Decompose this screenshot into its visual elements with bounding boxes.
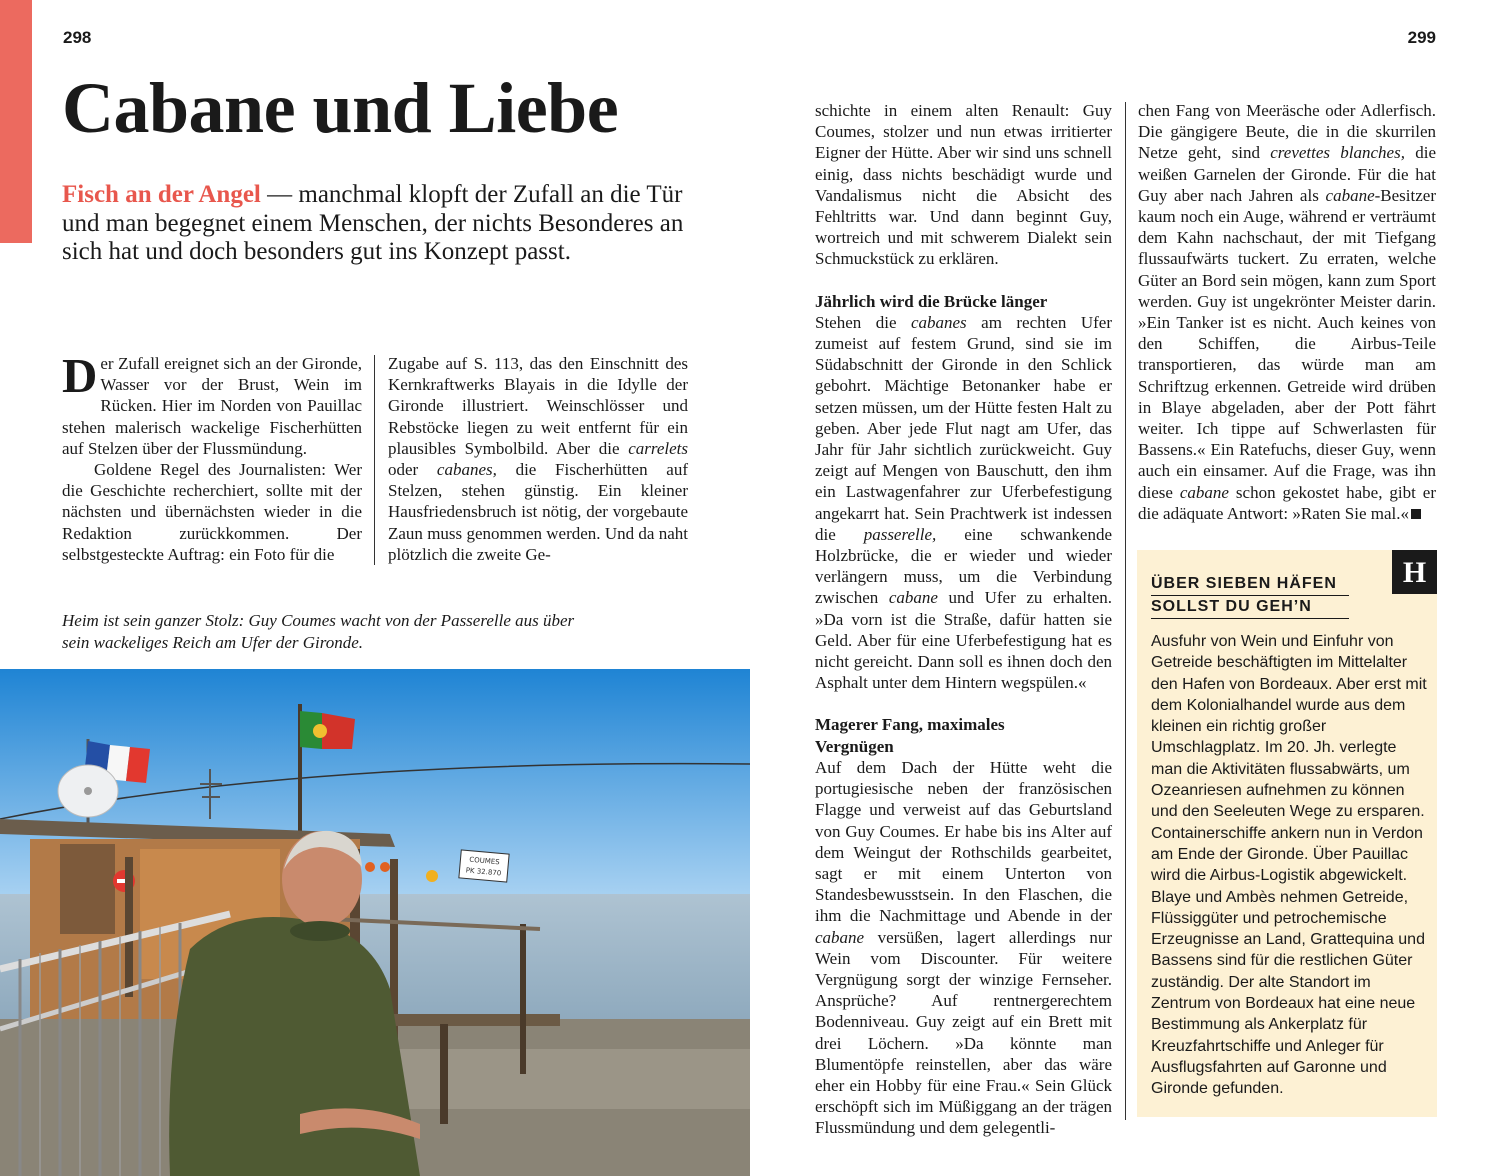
- col3-paragraph-1: schichte in einem alten Renault: Guy Coumes, stolzer und nun etwas irritierter Eigner der Hütte. Aber wir sind uns schnell einig, dass nichts beschädigt wurde und Vandalismus nicht die Absicht des Fehltritts war. Und dann beginnt Guy, wortreich und mit schwerem Dialekt sein Schmuckstück zu erklären.: [815, 101, 1112, 269]
- page-number-left: 298: [63, 28, 92, 47]
- lead-highlight: Fisch an der Angel: [62, 181, 261, 208]
- hut-photo: [0, 669, 750, 1176]
- info-box-badge: H: [1392, 550, 1437, 594]
- subheading-1: Jährlich wird die Brücke länger: [815, 291, 1048, 311]
- info-box-text: Ausfuhr von Wein und Einfuhr von Getreide beschäftigten im Mittelalter den Hafen von Bordeaux. Aber erst mit dem Kolonialhandel wurde aus dem kleinen ein richtig großer Umschlagplatz. Im 20. Jh. verlegte man die Aktivitäten flussabwärts, um Ozeanriesen aufnehmen zu können und den Seeleuten Wege zu ersparen. Containerschiffe ankern nun in Verdon am Ende der Gironde. Über Pauillac wird die Airbus-Logistik abgewickelt. Blaye und Ambès nehmen Getreide, Flüssiggüter und petrochemische Erzeugnisse an Land, Grattequina und Bassens sind für die restlichen Güter zuständig. Der alte Standort im Zentrum von Bordeaux hat eine neue Bestimmung als Ankerplatz für Kreuzfahrtschiffe und Anleger für Ausflugsfahrten auf Garonne und Gironde gefunden.: [1151, 633, 1427, 1098]
- drop-cap: D: [62, 348, 98, 403]
- col3-paragraph-3: Auf dem Dach der Hütte weht die portugiesische neben der französischen Flagge und verweist auf das Geburtsland von Guy Coumes. Er habe bis ins Alter auf dem Weingut der Rothschilds gearbeitet, sagt er mit einem Unterton von Standesbewusstsein. In den Flaschen, die ihm die Nachmittage und Abende in der cabane versüßen, lagert allerdings nur Wein vom Discounter. Für weitere Vergnügung sorgt der winzige Fernseher. Ansprüche? Auf rentnergerechtem Bodenniveau. Guy zeigt auf ein Brett mit drei Löchern. »Da könnte man Blumentöpfe reinstellen, aber das wäre eher ein Hobby für eine Frau.« Sein Glück erschöpft sich im Müßiggang an der trägen Flussmündung und dem gelegentli-: [815, 757, 1112, 1138]
- body-column-3: [815, 100, 1112, 1139]
- lead-text: — manchmal klopft der Zufall an die Tür und man begegnet einem Menschen, der nichts Besonderes an sich hat und doch besonders gut ins Konzept passt.: [62, 181, 684, 265]
- svg-text:COUMES: COUMES: [468, 855, 500, 867]
- col1-paragraph-2: Goldene Regel des Journalisten: Wer die Geschichte recherchiert, sollte mit der nächsten und übernächsten wieder in die Redaktion zurückkommen. Der selbstgesteckte Auftrag: ein Foto für die: [62, 460, 362, 564]
- hut-sign: [459, 850, 509, 882]
- body-column-1: [62, 348, 362, 565]
- body-column-2: Zugabe auf S. 113, das den Einschnitt des Kernkraftwerks Blayais in die Idylle der Gironde illustriert. Weinschlösser und Rebstöcke liegen zu weit entfernt für ein plausibles Symbolbild. Aber die carrelets oder cabanes, die Fischerhütten auf Stelzen, stehen günstig. Ein kleiner Hausfriedensbruch ist nötig, der vorgebaute Zaun muss genommen werden. Und da naht plötzlich die zweite Ge-: [388, 354, 688, 564]
- svg-text:PK 32.870: PK 32.870: [465, 866, 502, 878]
- body-column-4: chen Fang von Meeräsche oder Adlerfisch. Die gängigere Beute, die in die skurrilen Netze geht, sind crevettes blanches, die weißen Garnelen der Gironde. Für die hat Guy aber nach Jahren als cabane-Besitzer kaum noch ein Auge, während er verträumt dem Kahn nachschaut, der mit Tiefgang flussaufwärts tuckert. Zu erraten, welche Güter an Bord sein mögen, kann zum Sport werden. Guy ist ungekrönter Meister darin. »Ein Tanker ist es nicht. Auch keines von den Schiffen, die Airbus-Teile transportieren, das würde man am Schriftzug erkennen. Getreide wird drüben in Blaye abgeladen, aber der Pott fährt weiter. Ich tippe auf Schwerlasten für Bassens.« Ein Ratefuchs, dieser Guy, wenn auch ein einsamer. Auf die Frage, was ihn diese cabane schon gekostet habe, gibt er die adäquate Antwort: »Raten Sie mal.«: [1138, 101, 1436, 523]
- article-title: Cabane und Liebe: [62, 68, 619, 148]
- article-lead: [62, 181, 702, 267]
- accent-bar: [0, 0, 32, 243]
- column-divider-right: [1125, 102, 1126, 1120]
- col1-paragraph-1: er Zufall ereignet sich an der Gironde, Wasser vor der Brust, Wein im Rücken. Hier im Norden von Pauillac stehen malerisch wackelige Fischerhütten auf Stelzen über der Flussmündung.: [62, 354, 362, 458]
- col3-paragraph-2: Stehen die cabanes am rechten Ufer zumeist auf festem Grund, sind sie im Südabschnitt der Gironde in den Schlick gebohrt. Mächtige Betonanker habe er setzen müssen, um der Hütte festen Halt zu geben. Aber jede Flut nagt am Ufer, das Jahr für Jahr sichtlich zurückweicht. Guy zeigt auf Mengen von Bauschutt, den ihm ein Lastwagenfahrer zur Uferbefestigung angekarrt hat. Sein Prachtwerk ist indessen die passerelle, eine schwankende Holzbrücke, die er wieder und wieder verlängern muss, um die Verbindung zwischen cabane und Ufer zu erhalten. »Da vorn ist die Straße, dafür hatten sie Geld. Aber für eine Uferbefestigung hat es nicht gereicht. Dann soll es ihnen doch den Asphalt unter dem Hintern wegspülen.«: [815, 312, 1112, 693]
- satellite-dish: [58, 765, 118, 817]
- photo-caption: Heim ist sein ganzer Stolz: Guy Coumes wacht von der Passerelle aus über sein wackeliges Reich am Ufer der Gironde.: [62, 611, 575, 652]
- subheading-2: Magerer Fang, maximales Vergnügen: [815, 715, 1005, 756]
- end-mark-icon: [1411, 509, 1421, 519]
- page-number-right: 299: [1407, 28, 1436, 47]
- info-box-title: ÜBER SIEBEN HÄFEN SOLLST DU GEH’N: [1151, 573, 1349, 619]
- column-divider: [374, 355, 375, 565]
